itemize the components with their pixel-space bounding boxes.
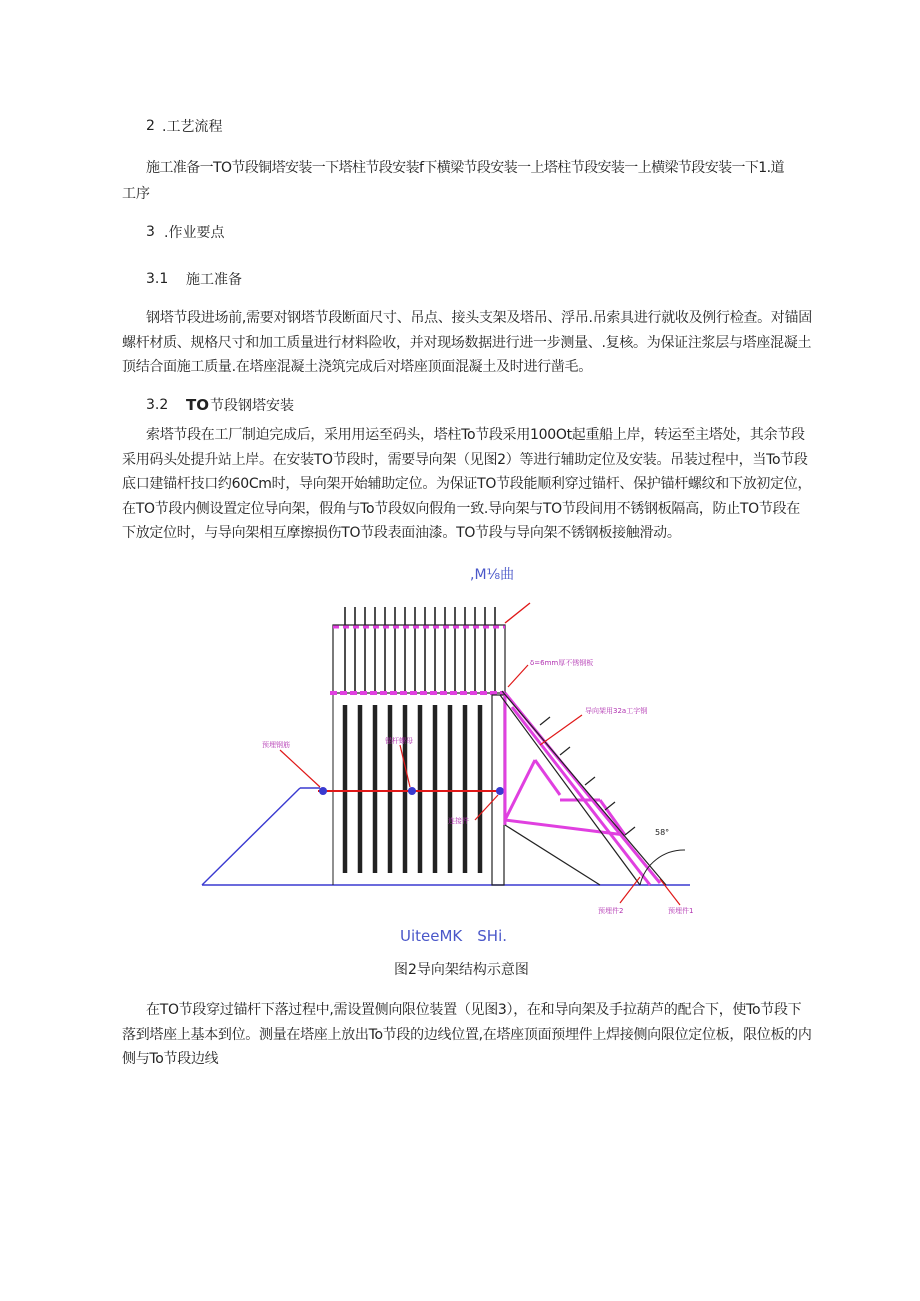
section-3-2-title-prefix: TO xyxy=(186,396,209,414)
section-3-2-number: 3.2 xyxy=(146,397,169,413)
section-2-number: 2 xyxy=(146,118,155,134)
label-embed-right: 预埋件1 xyxy=(668,907,694,915)
section-3-title: .作业要点 xyxy=(164,225,225,241)
figure-caption: 图2导向架结构示意图 xyxy=(394,962,529,978)
ground-slope xyxy=(202,788,300,885)
tower-segment-box xyxy=(333,625,505,693)
angle-text: 58° xyxy=(655,828,670,837)
section-2-title: .工艺流程 xyxy=(162,119,223,135)
section-3-2-paragraph-2: 在TO节段穿过锚杆下落过程中,需设置侧向限位装置（见图3），在和导向架及手拉葫芦的配合下，使To节段下落到塔座上基本到位。测量在塔座上放出To节段的边线位置,在塔座顶面预埋件上焊接侧向限位定位板，限位板的内侧与To节段边线 xyxy=(122,1002,812,1067)
process-flow-line-2: 工序 xyxy=(122,186,150,202)
label-guide-frame: 导向架用32a工字钢 xyxy=(585,707,648,715)
process-flow-line-1: 施工准备一TO节段铜塔安装一下塔柱节段安装f下横梁节段安装一上塔柱节段安装一上横梁节段安装一下1.道 xyxy=(146,160,784,176)
section-3-1-number: 3.1 xyxy=(146,271,169,287)
section-3-number: 3 xyxy=(146,224,155,240)
section-3-2-paragraph: 索塔节段在工厂制迫完成后，采用用运至码头，塔柱To节段采用100Ot起重船上岸，转运至主塔处，其余节段采用码头处提升站上岸。在安装TO节段时，需要导向架（见图2）等进行辅助定位及安装。吊装过程中，当To节段底口建锚杆技口约60Cm时，导向架开始辅助定位。为保证TO节段能顺利穿过锚杆、保护锚杆螺纹和下放初定位，在TO节段内侧设置定位导向架，假角与To节段奴向假角一致.导向架与TO节段间用不锈钢板隔高，防止TO节段在下放定位时，与导向架相互摩擦损伤TO节段表面油漆。TO节段与导向架不锈钢板接触滑动。 xyxy=(122,427,812,541)
label-steel-plate: δ=6mm厚不锈钢板 xyxy=(530,659,594,667)
label-lower: 连接件 xyxy=(448,817,469,825)
upper-anchor-rods xyxy=(345,607,495,693)
guide-frame-diagram xyxy=(0,595,920,925)
figure-bottom-label: UiteeMK SHi. xyxy=(400,927,507,945)
label-embed-left: 预埋件2 xyxy=(598,907,624,915)
label-left: 预埋钢筋 xyxy=(262,741,290,749)
section-3-1-paragraph: 钢塔节段进场前,需要对钢塔节段断面尺寸、吊点、接头支架及塔吊、浮吊.吊索具进行就收及例行检查。对锚固螺杆材质、规格尺寸和加工质量进行材料险收，并对现场数据进行进一步测量、.复核。为保证注浆层与塔座混凝土顶结合面施工质量.在塔座混凝土浇筑完成后对塔座顶面混凝土及时进行凿毛。 xyxy=(122,310,812,375)
label-mid: 锚杆螺母 xyxy=(385,737,413,745)
section-3-1-title: 施工准备 xyxy=(186,272,242,288)
section-3-2-title: 节段钢塔安装 xyxy=(210,398,294,414)
figure-top-label: ,M⅛曲 xyxy=(470,567,515,583)
